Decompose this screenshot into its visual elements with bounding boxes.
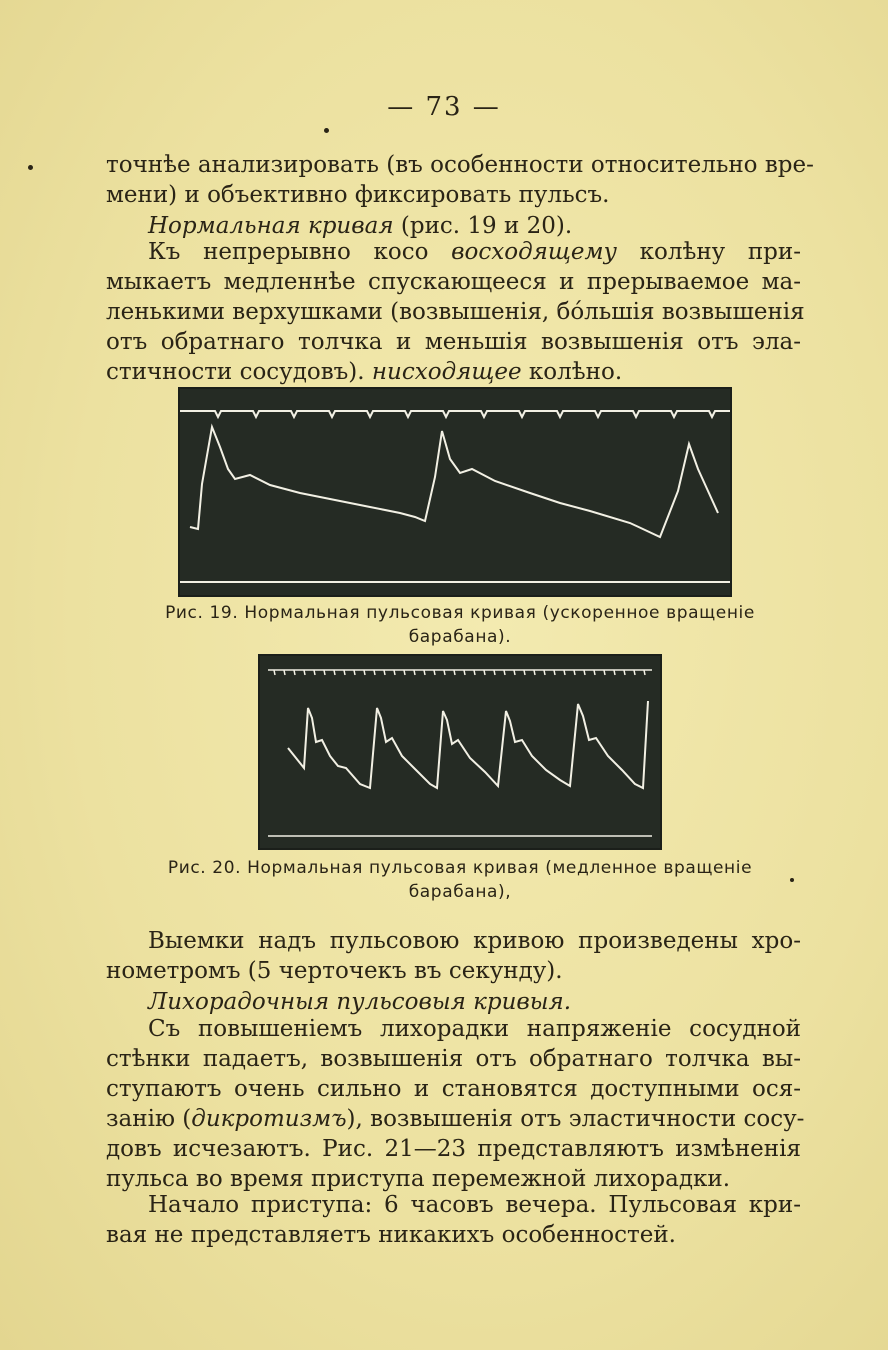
- ink-speck: [324, 128, 329, 133]
- text-line: ленькими верхушками (возвышенія, бóльшія возвышенія: [106, 299, 805, 325]
- paragraph-chronometer-note: [106, 926, 801, 986]
- figure-20-caption: Рис. 20. Нормальная пульсовая кривая (медленное вращеніе барабана),: [167, 858, 753, 902]
- text-line: нометромъ (5 черточекъ въ секунду).: [106, 958, 563, 984]
- text-line: вая не представляетъ никакихъ особенностей.: [106, 1222, 676, 1248]
- text-line: Къ непрерывно косо восходящему колѣну при-: [148, 239, 802, 265]
- figure-19-caption: Рис. 19. Нормальная пульсовая кривая (ускоренное вращеніе барабана).: [165, 603, 755, 647]
- paragraph-attack-start: [106, 1190, 801, 1250]
- figure-20-pulse-tracing: [258, 654, 662, 850]
- text-line: Начало приступа: 6 часовъ вечера. Пульсовая кри-: [148, 1192, 801, 1218]
- text-line: мыкаетъ медленнѣе спускающееся и прерываемое ма-: [106, 269, 801, 295]
- text-line: Выемки надъ пульсовою кривою произведены хро-: [148, 928, 801, 954]
- text-line: Съ повышеніемъ лихорадки напряженіе сосудной: [148, 1016, 801, 1042]
- pulse-curve: [190, 427, 718, 537]
- heading-italic: Лихорадочныя пульсовыя кривыя.: [148, 989, 572, 1015]
- section-heading-fever-curves: [106, 987, 801, 1017]
- pulse-curve: [288, 701, 648, 788]
- page-number: — 73 —: [387, 92, 501, 122]
- italic-term: восходящему: [451, 239, 617, 265]
- paragraph-normal-curve: [106, 237, 805, 387]
- text-line: довъ исчезаютъ. Рис. 21—23 представляютъ измѣненія: [106, 1136, 801, 1162]
- italic-term: дикротизмъ: [191, 1106, 347, 1132]
- pulse-curve-fast-drum: [180, 389, 730, 595]
- text-line: точнѣе анализировать (въ особенности относительно вре-: [106, 152, 814, 178]
- paragraph-continuation: [106, 150, 814, 210]
- text-line: мени) и объективно фиксировать пульсъ.: [106, 182, 610, 208]
- text-line: стичности сосудовъ). нисходящее колѣно.: [106, 359, 623, 385]
- text-line: отъ обратнаго толчка и меньшія возвышенія отъ эла-: [106, 329, 801, 355]
- heading-rest: (рис. 19 и 20).: [393, 213, 573, 239]
- text-line: стѣнки падаетъ, возвышенія отъ обратнаго толчка вы-: [106, 1046, 801, 1072]
- text-line: пульса во время приступа перемежной лихорадки.: [106, 1166, 730, 1192]
- pulse-curve-slow-drum: [260, 656, 660, 848]
- figure-19-pulse-tracing: [178, 387, 732, 597]
- heading-italic: Нормальная кривая: [148, 213, 394, 239]
- ink-speck: [28, 165, 33, 170]
- text-line: занію (дикротизмъ), возвышенія отъ эластичности сосу-: [106, 1106, 805, 1132]
- chronometer-line: [180, 411, 730, 417]
- text-line: ступаютъ очень сильно и становятся доступными ося-: [106, 1076, 801, 1102]
- paragraph-fever: [106, 1014, 805, 1194]
- italic-term: нисходящее: [371, 359, 522, 385]
- ink-speck: [790, 878, 794, 882]
